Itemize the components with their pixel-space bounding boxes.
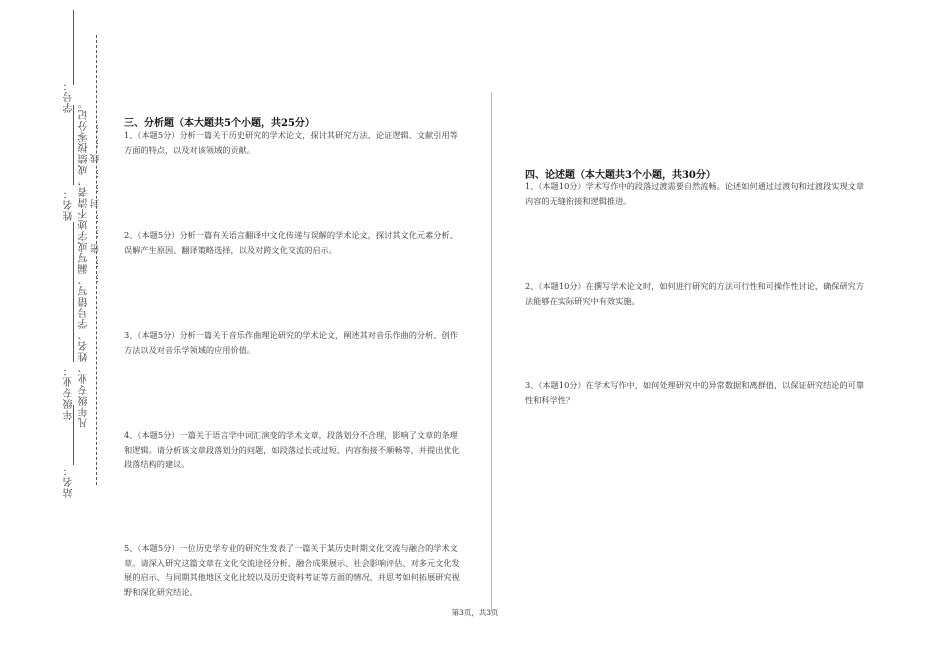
grade-major-line bbox=[73, 222, 74, 362]
essay-question-3: 3、（本题10分）在学术写作中，如何处理研究中的异常数据和离群值，以保证研究结论的可靠性和科学性？ bbox=[525, 380, 865, 405]
analysis-question-4: 4、（本题5分）一篇关于语言学中词汇演变的学术文章，段落划分不合理，影响了文章的条理和逻辑。请分析该文章段落划分的问题，如段落过长或过短、内容衔接不顺畅等，并提出优化段落结构的建议。 bbox=[124, 430, 460, 469]
section-title-essay: 四、论述题（本大题共3个小题，共30分） bbox=[525, 170, 716, 181]
binding-notice: 凡年级专业、姓名、学号错写、漏写或字迹不清者，成绩按零分记。 bbox=[79, 98, 90, 428]
essay-question-2: 2、（本题10分）在撰写学术论文时，如何进行研究的方法可行性和可操作性讨论，确保研究方法能够在实际研究中有效实施。 bbox=[525, 281, 865, 306]
essay-question-1: 1、（本题10分）学术写作中的段落过渡需要自然流畅。论述如何通过过渡句和过渡段实现文章内容的无缝衔接和逻辑推进。 bbox=[525, 181, 865, 206]
station-line bbox=[73, 405, 74, 465]
seal-line bbox=[96, 35, 97, 485]
grade-major-label: 年级专业： bbox=[64, 365, 75, 420]
column-divider bbox=[491, 92, 492, 612]
student-id-line bbox=[73, 10, 74, 85]
page-number: 第3页，共3页 bbox=[451, 608, 499, 617]
station-label: 站名： bbox=[64, 465, 75, 498]
analysis-question-1: 1、（本题5分）分析一篇关于历史研究的学术论文，探讨其研究方法、论证逻辑、文献引用等方面的特点，以及对该领域的贡献。 bbox=[124, 130, 458, 155]
analysis-question-3: 3、（本题5分）分析一篇关于音乐作曲理论研究的学术论文，阐述其对音乐作曲的分析、创作方法以及对音乐学领域的应用价值。 bbox=[124, 330, 458, 355]
analysis-question-2: 2、（本题5分）分析一篇有关语言翻译中文化传递与误解的学术论文，探讨其文化元素分析、误解产生原因、翻译策略选择，以及对跨文化交流的启示。 bbox=[124, 230, 458, 255]
student-id-label: 学号： bbox=[64, 80, 75, 113]
seal-line-label: ……密……封……线…… bbox=[91, 118, 101, 283]
name-label: 姓名： bbox=[64, 188, 75, 221]
section-title-analysis: 三、分析题（本大题共5个小题，共25分） bbox=[124, 118, 315, 129]
binding-margin bbox=[0, 0, 110, 672]
name-line bbox=[73, 105, 74, 185]
analysis-question-5: 5、（本题5分）一位历史学专业的研究生发表了一篇关于某历史时期文化交流与融合的学术文章。请深入研究这篇文章在文化交流途径分析、融合成果展示、社会影响评估、对多元文化发展的启示、与同期其他地区文化比较以及历史资料考证等方面的情况，并思考如何拓展研究视野和深化研究结论。 bbox=[124, 543, 460, 597]
